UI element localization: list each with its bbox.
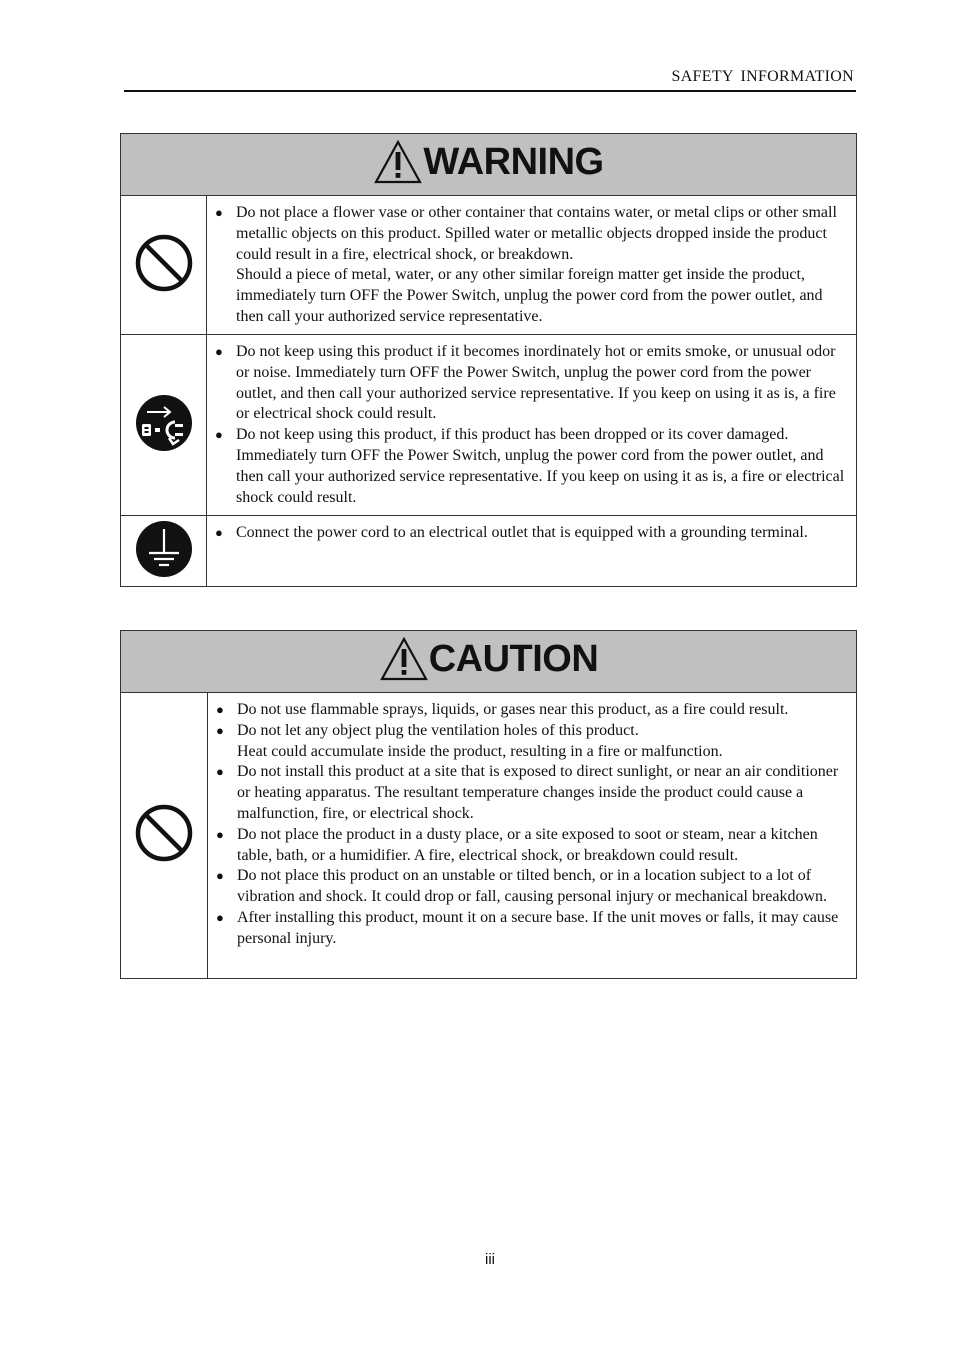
warning-row	[121, 335, 857, 516]
warning-item: ● Do not keep using this product, if this product has been dropped or its cover damaged. Immediately turn OFF the Power Switch, unplug the power cord from the power outlet, and then call your authorized service representative. If you keep on using it as is, a fire or electrical shock could result.	[215, 426, 845, 506]
bullet: ●	[216, 722, 224, 738]
caution-item: ● Do not place the product in a dusty place, or a site exposed to soot or steam, near a kitchen table, bath, or a humidifier. A fire, electrical shock, or breakdown could result.	[216, 825, 818, 864]
warning-triangle-icon	[373, 139, 423, 185]
warning-row	[121, 516, 857, 587]
warning-item: ● Connect the power cord to an electrical outlet that is equipped with a grounding terminal.	[215, 523, 850, 544]
warning-item: ● Do not keep using this product if it becomes inordinately hot or emits smoke, or unusual odor or noise. Immediately turn OFF the Power Switch, unplug the power cord from the power outlet, and then call your authorized service representative. If you keep on using it as is, a fire or electrical shock could result.	[215, 343, 836, 423]
section-title: SAFETY INFORMATION	[671, 68, 854, 85]
warning-item: ● Do not place a flower vase or other container that contains water, or metal clips or other small metallic objects on this product. Spilled water or metallic objects dropped inside the product could result in a fire, electrical shock, or breakdown. Should a piece of metal, water, or any other similar foreign matter get inside the product, immediately turn OFF the Power Switch, unplug the power cord from the power outlet, and then call your authorized service representative.	[215, 204, 837, 325]
caution-item: ● Do not use flammable sprays, liquids, or gases near this product, as a fire could result.	[216, 700, 850, 721]
bullet: ●	[216, 826, 224, 842]
bullet: ●	[216, 764, 224, 780]
bullet: ●	[215, 427, 223, 443]
warning-title: WARNING	[423, 140, 604, 183]
caution-item: ● After installing this product, mount it on a secure base. If the unit moves or falls, it may cause personal injury.	[216, 908, 839, 947]
warning-title-bar	[121, 134, 857, 196]
caution-box	[120, 630, 857, 979]
warning-box	[120, 133, 857, 587]
ground-icon	[135, 520, 193, 578]
unplug-icon	[135, 394, 193, 452]
caution-item: ● Do not install this product at a site that is exposed to direct sunlight, or near an air conditioner or heating apparatus. The resultant temperature changes inside the product could cause a malfunction, fire, or electrical shock.	[216, 763, 839, 822]
prohibition-icon	[134, 803, 194, 863]
bullet: ●	[215, 344, 223, 359]
bullet: ●	[215, 205, 223, 220]
warning-triangle-icon	[379, 636, 429, 682]
page-header	[124, 68, 856, 92]
bullet: ●	[216, 909, 224, 925]
bullet: ●	[216, 702, 224, 717]
caution-item: ● Do not place this product on an unstable or tilted bench, or in a location subject to a lot of vibration and shock. It could drop or fall, causing personal injury or mechanical breakdown.	[216, 867, 828, 906]
caution-item: ● Do not let any object plug the ventilation holes of this product. Heat could accumulate inside the product, resulting in a fire or malfunction.	[216, 721, 723, 760]
warning-row	[121, 196, 857, 335]
caution-row	[121, 693, 857, 979]
bullet: ●	[215, 525, 223, 540]
page-number: iii	[485, 1251, 495, 1268]
caution-title-bar	[121, 631, 857, 693]
bullet: ●	[216, 868, 224, 884]
caution-title: CAUTION	[428, 637, 599, 680]
prohibition-icon	[134, 233, 194, 293]
